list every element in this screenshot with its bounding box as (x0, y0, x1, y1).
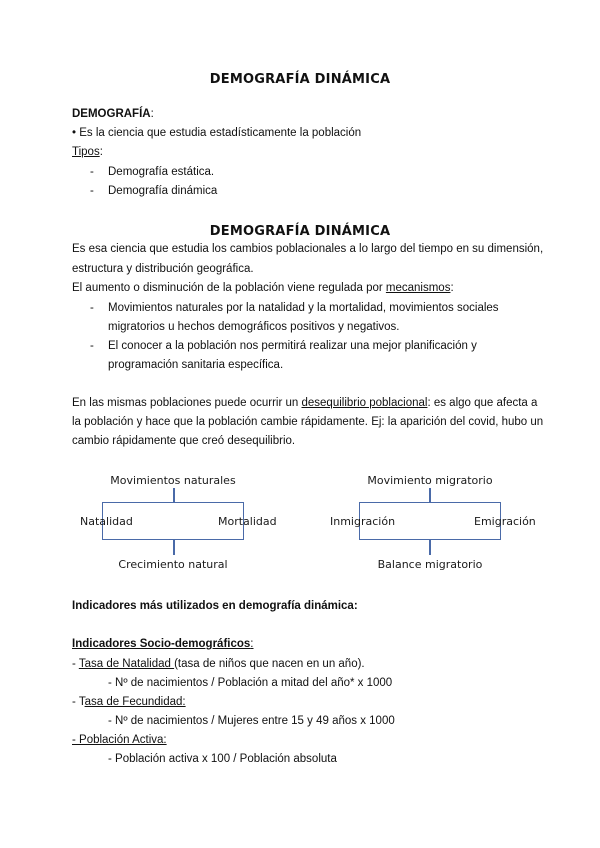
natalidad-formula: - Nº de nacimientos / Población a mitad del año* x 1000 (108, 677, 393, 689)
subheading-text: Indicadores Socio-demográficos (72, 638, 251, 650)
desequilibrio-term: desequilibrio poblacional (301, 397, 428, 409)
subheading-colon: : (250, 638, 254, 650)
tipo-item: Demografía estática. (108, 166, 215, 178)
list-item-line: programación sanitaria específica. (108, 359, 284, 371)
mecanismos-term: mecanismos (385, 282, 451, 294)
paragraph-line: estructura y distribución geográfica. (72, 263, 254, 275)
section-demografia-heading (72, 108, 154, 120)
diagram-left-label: Inmigración (330, 515, 396, 528)
fecundidad-line (72, 696, 186, 708)
tipos-colon: : (99, 146, 103, 158)
list-dash: - (90, 340, 94, 352)
diagram-bottom-label: Crecimiento natural (118, 558, 228, 571)
list-item-line: Movimientos naturales por la natalidad y la mortalidad, movimientos sociales (108, 302, 499, 314)
diagram-top-label: Movimientos naturales (110, 474, 236, 487)
desequilibrio-paragraph (72, 397, 537, 409)
tipo-item: Demografía dinámica (108, 185, 218, 197)
natalidad-description: (tasa de niños que nacen en un año). (174, 658, 365, 670)
diagram-right-label: Emigración (474, 515, 536, 528)
heading-colon: : (150, 108, 154, 120)
dash: - (72, 658, 79, 670)
document-title: DEMOGRAFÍA DINÁMICA (209, 72, 391, 87)
paragraph-line: la población y hace que la población cambie rápidamente. Ej: la aparición del covid, hubo un (72, 416, 544, 428)
fecundidad-term: asa de Fecundidad: (84, 696, 186, 708)
mecanismos-paragraph (72, 282, 454, 294)
poblacion-activa-label: - Población Activa: (72, 734, 167, 746)
paragraph-text: : es algo que afecta a (427, 397, 538, 409)
paragraph-colon: : (450, 282, 454, 294)
diagram-left-label: Natalidad (80, 515, 133, 528)
list-item-line: migratorios u hechos demográficos positivos y negativos. (108, 321, 400, 333)
heading-text: DEMOGRAFÍA (72, 108, 151, 120)
paragraph-line: Es esa ciencia que estudia los cambios poblacionales a lo largo del tiempo en su dimensión, (72, 243, 544, 255)
indicators-heading: Indicadores más utilizados en demografía dinámica: (72, 600, 358, 612)
dash: - T (72, 696, 85, 708)
paragraph-text: El aumento o disminución de la población viene regulada por (72, 282, 386, 294)
diagram-right-label: Mortalidad (218, 515, 277, 528)
tipos-label (72, 146, 103, 158)
list-item-line: El conocer a la población nos permitirá realizar una mejor planificación y (108, 340, 477, 352)
diagram-bottom-label: Balance migratorio (377, 558, 483, 571)
paragraph-line: cambio rápidamente que creó desequilibrio. (72, 435, 296, 447)
fecundidad-formula: - Nº de nacimientos / Mujeres entre 15 y 49 años x 1000 (108, 715, 395, 727)
diagram-top-label: Movimiento migratorio (367, 474, 493, 487)
natalidad-line (72, 658, 365, 670)
section-dinamica-heading: DEMOGRAFÍA DINÁMICA (209, 224, 391, 239)
connector-line (173, 540, 175, 555)
paragraph-text: En las mismas poblaciones puede ocurrir un (72, 397, 302, 409)
natalidad-term: Tasa de Natalidad (78, 658, 175, 670)
connector-line (173, 488, 175, 502)
tipo-dash: - (90, 185, 94, 197)
definition-bullet: • Es la ciencia que estudia estadísticamente la población (72, 127, 362, 139)
connector-line (429, 540, 431, 555)
poblacion-activa-formula: - Población activa x 100 / Población absoluta (108, 753, 337, 765)
list-dash: - (90, 302, 94, 314)
connector-line (429, 488, 431, 502)
tipo-dash: - (90, 166, 94, 178)
indicators-subheading (72, 638, 254, 650)
tipos-text: Tipos (72, 146, 100, 158)
